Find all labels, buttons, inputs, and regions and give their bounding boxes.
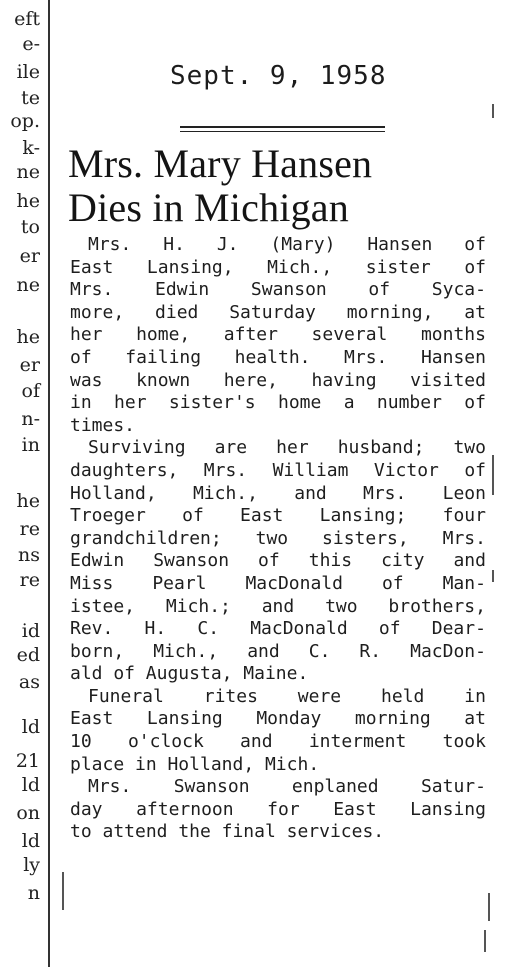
column-fragment: e- xyxy=(22,33,40,55)
column-fragment: re xyxy=(19,518,40,540)
article-line: Edwin Swanson of this city and xyxy=(70,550,486,572)
article-body xyxy=(70,234,486,844)
column-fragment: te xyxy=(21,87,40,109)
article-line: in her sister's home a number of xyxy=(70,392,486,414)
column-fragment: 21 xyxy=(15,750,40,772)
margin-mark xyxy=(492,104,494,118)
column-fragment: in xyxy=(21,434,40,456)
article-line: Mrs. Swanson enplaned Satur- xyxy=(88,776,486,798)
article-line: of failing health. Mrs. Hansen xyxy=(70,346,486,368)
column-fragment: er xyxy=(19,354,40,376)
article-date: Sept. 9, 1958 xyxy=(170,61,387,91)
margin-mark xyxy=(62,872,64,910)
article-line: East Lansing Monday morning at xyxy=(70,708,486,730)
headline-line-1: Mrs. Mary Hansen xyxy=(68,141,373,186)
article-line: Mrs. H. J. (Mary) Hansen of xyxy=(88,234,486,255)
column-fragment: id xyxy=(21,620,40,642)
column-fragment: ld xyxy=(21,830,40,852)
date-rule-bottom xyxy=(180,131,385,132)
column-fragment: ed xyxy=(16,644,40,666)
article-line: place in Holland, Mich. xyxy=(70,753,320,775)
column-fragment: ly xyxy=(23,854,40,876)
column-fragment: he xyxy=(16,490,40,512)
column-fragment: ld xyxy=(21,774,40,796)
article-line: Rev. H. C. MacDonald of Dear- xyxy=(70,618,486,640)
article-line: Holland, Mich., and Mrs. Leon xyxy=(70,482,486,504)
article-line: East Lansing, Mich., sister of xyxy=(70,256,486,278)
column-fragment: ns xyxy=(18,544,40,566)
article-line: istee, Mich.; and two brothers, xyxy=(70,595,486,617)
column-fragment: ile xyxy=(16,61,40,83)
margin-mark xyxy=(492,455,494,495)
column-fragment: ne xyxy=(16,274,40,296)
margin-mark xyxy=(488,893,490,921)
article-line: born, Mich., and C. R. MacDon- xyxy=(70,640,486,662)
margin-mark xyxy=(492,570,494,582)
article-line: Troeger of East Lansing; four xyxy=(70,505,486,527)
article-headline xyxy=(68,142,372,230)
column-divider xyxy=(48,0,50,967)
article-line: ald of Augusta, Maine. xyxy=(70,663,309,685)
column-fragment: er xyxy=(19,245,40,267)
column-fragment: ld xyxy=(21,716,40,738)
column-fragment: re xyxy=(19,569,40,591)
date-rule-top xyxy=(180,126,385,128)
article-line: was known here, having visited xyxy=(70,369,486,391)
column-fragment: he xyxy=(16,190,40,212)
article-line: Mrs. Edwin Swanson of Syca- xyxy=(70,279,486,301)
column-fragment: op. xyxy=(10,110,40,132)
adjacent-column-fragments xyxy=(0,0,42,967)
column-fragment: he xyxy=(16,326,40,348)
column-fragment: n- xyxy=(21,408,40,430)
column-fragment: n xyxy=(27,882,40,904)
column-fragment: eft xyxy=(14,8,40,30)
article-line: Miss Pearl MacDonald of Man- xyxy=(70,572,486,594)
headline-line-2: Dies in Michigan xyxy=(68,185,349,230)
article-line: to attend the final services. xyxy=(70,821,385,843)
column-fragment: ne xyxy=(16,161,40,183)
column-fragment: as xyxy=(18,671,40,693)
margin-mark xyxy=(484,930,486,952)
column-fragment: to xyxy=(20,216,40,238)
column-fragment: k- xyxy=(22,137,40,159)
article-line: grandchildren; two sisters, Mrs. xyxy=(70,527,486,549)
article-line: times. xyxy=(70,414,136,436)
article-line: more, died Saturday morning, at xyxy=(70,301,486,323)
article-line: 10 o'clock and interment took xyxy=(70,731,486,753)
column-fragment: on xyxy=(16,802,40,824)
article-line: her home, after several months xyxy=(70,324,486,346)
article-line: Funeral rites were held in xyxy=(88,685,486,707)
article-line: day afternoon for East Lansing xyxy=(70,798,486,820)
article-line: Surviving are her husband; two xyxy=(88,437,486,459)
article-line: daughters, Mrs. William Victor of xyxy=(70,459,486,481)
column-fragment: of xyxy=(21,380,40,402)
